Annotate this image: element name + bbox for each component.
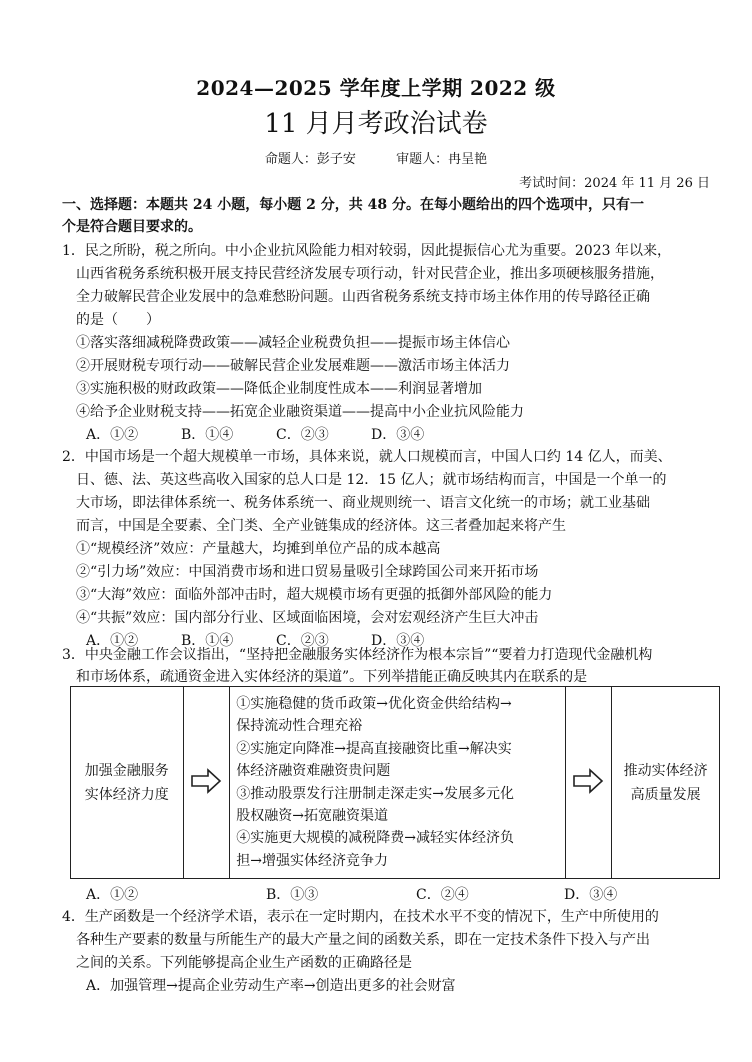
q3-line: 和市场体系，疏通资金进入实体经济的渠道”。下列举措能正确反映其内在联系的是 — [76, 669, 588, 685]
author-name: 命题人：彭子安 — [264, 152, 356, 167]
q2-option-d: D．③④ — [371, 633, 425, 649]
q1-line: 的是（ ） — [76, 312, 160, 328]
q3-option-c: C．②④ — [416, 887, 469, 903]
q4-line: 各种生产要素的数量与所能生产的最大产量之间的函数关系，即在一定技术条件下投入与产出 — [76, 932, 650, 948]
flow-step-text: 担→增强实体经济竞争力 — [236, 852, 388, 869]
flow-step-text: ③推动股票发行注册制走深走实→发展多元化 — [236, 785, 514, 802]
q3-line: 3．中央金融工作会议指出，“坚持把金融服务实体经济作为根本宗旨”“要着力打造现代金融机构 — [62, 647, 653, 663]
q1-line: 1．民之所盼，税之所向。中小企业抗风险能力相对较弱，因此提振信心尤为重要。2023 年以来， — [62, 243, 671, 259]
flow-step-text: ②实施定向降准→提高直接融资比重→解决实 — [236, 740, 512, 757]
q2-choice-3: ③“大海”效应：面临外部冲击时，超大规模市场有更强的抵御外部风险的能力 — [76, 587, 553, 603]
q1-choice-4: ④给予企业财税支持——拓宽企业融资渠道——提高中小企业抗风险能力 — [76, 404, 524, 420]
exam-time: 考试时间：2024 年 11 月 26 日 — [519, 176, 710, 191]
exam-title-line2: 11 月月考政治试卷 — [264, 109, 488, 139]
q1-choice-1: ①落实落细减税降费政策——减轻企业税费负担——提振市场主体信心 — [76, 335, 510, 351]
q3-option-d: D．③④ — [564, 887, 618, 903]
q2-choice-4: ④“共振”效应：国内部分行业、区域面临困境，会对宏观经济产生巨大冲击 — [76, 610, 539, 626]
flow-arrow-cell — [565, 687, 612, 879]
flow-middle-cell — [230, 687, 565, 879]
flow-step-text: 保持流动性合理充裕 — [236, 718, 363, 735]
q2-line: 大市场，即法律体系统一、税务体系统一、商业规则统一、语言文化统一的市场；就工业基础 — [76, 495, 650, 511]
q2-line: 而言，中国是全要素、全门类、全产业链集成的经济体。这三者叠加起来将产生 — [76, 518, 566, 534]
q1-option-b: B．①④ — [181, 427, 234, 443]
q1-option-a: A．①② — [86, 427, 139, 443]
q1-option-c: C．②③ — [276, 427, 329, 443]
q4-line: 之间的关系。下列能够提高企业生产函数的正确路径是 — [76, 955, 412, 971]
flow-end-text: 推动实体经济 — [623, 762, 708, 779]
author-line — [0, 148, 752, 167]
q3-option-b: B．①③ — [266, 887, 319, 903]
q3-flow-table — [70, 686, 720, 879]
section-heading-line2: 个是符合题目要求的。 — [62, 219, 202, 235]
flow-end-text: 高质量发展 — [630, 786, 701, 803]
flow-start-text: 加强金融服务 — [84, 762, 169, 779]
q1-line: 山西省税务系统积极开展支持民营经济发展专项行动，针对民营企业，推出多项硬核服务措施， — [76, 266, 664, 282]
q2-line: 2．中国市场是一个超大规模单一市场，具体来说，就人口规模而言，中国人口约 14 亿人，而美、 — [62, 449, 672, 465]
q2-option-c: C．②③ — [276, 633, 329, 649]
q4-option-a: A．加强管理→提高企业劳动生产率→创造出更多的社会财富 — [86, 978, 456, 994]
q1-choice-3: ③实施积极的财政政策——降低企业制度性成本——利润显著增加 — [76, 381, 482, 397]
flow-start-text: 实体经济力度 — [84, 786, 169, 803]
flow-arrow-cell — [183, 687, 230, 879]
q2-option-b: B．①④ — [181, 633, 234, 649]
q2-line: 日、德、法、英这些高收入国家的总人口是 12．15 亿人；就市场结构而言，中国是一个单一的 — [76, 472, 667, 488]
exam-title-line1: 2024—2025 学年度上学期 2022 级 — [196, 76, 556, 100]
flow-step-text: ①实施稳健的货币政策→优化资金供给结构→ — [236, 695, 512, 712]
reviewer-name: 审题人：冉呈艳 — [396, 152, 488, 167]
q1-option-d: D．③④ — [371, 427, 425, 443]
section-heading-line1: 一、选择题：本题共 24 小题，每小题 2 分，共 48 分。在每小题给出的四个选项中，只有一 — [62, 197, 644, 213]
q2-choice-2: ②“引力场”效应：中国消费市场和进口贸易量吸引全球跨国公司来开拓市场 — [76, 564, 539, 580]
q4-line: 4．生产函数是一个经济学术语，表示在一定时期内，在技术水平不变的情况下，生产中所使用的 — [62, 909, 659, 925]
flow-step-text: ④实施更大规模的减税降费→减轻实体经济负 — [236, 830, 514, 847]
q2-choice-1: ①“规模经济”效应：产量越大，均摊到单位产品的成本越高 — [76, 541, 441, 557]
q1-line: 全力破解民营企业发展中的急难愁盼问题。山西省税务系统支持市场主体作用的传导路径正确 — [76, 289, 650, 305]
flow-step-text: 体经济融资难融资贵问题 — [236, 763, 391, 780]
q2-option-a: A．①② — [86, 633, 139, 649]
q3-option-a: A．①② — [86, 887, 139, 903]
hollow-right-arrow-icon — [572, 768, 604, 794]
flow-start-cell — [71, 687, 184, 879]
q1-choice-2: ②开展财税专项行动——破解民营企业发展难题——激活市场主体活力 — [76, 358, 510, 374]
flow-end-cell — [612, 687, 720, 879]
hollow-right-arrow-icon — [190, 768, 222, 794]
flow-step-text: 股权融资→拓宽融资渠道 — [236, 807, 388, 824]
